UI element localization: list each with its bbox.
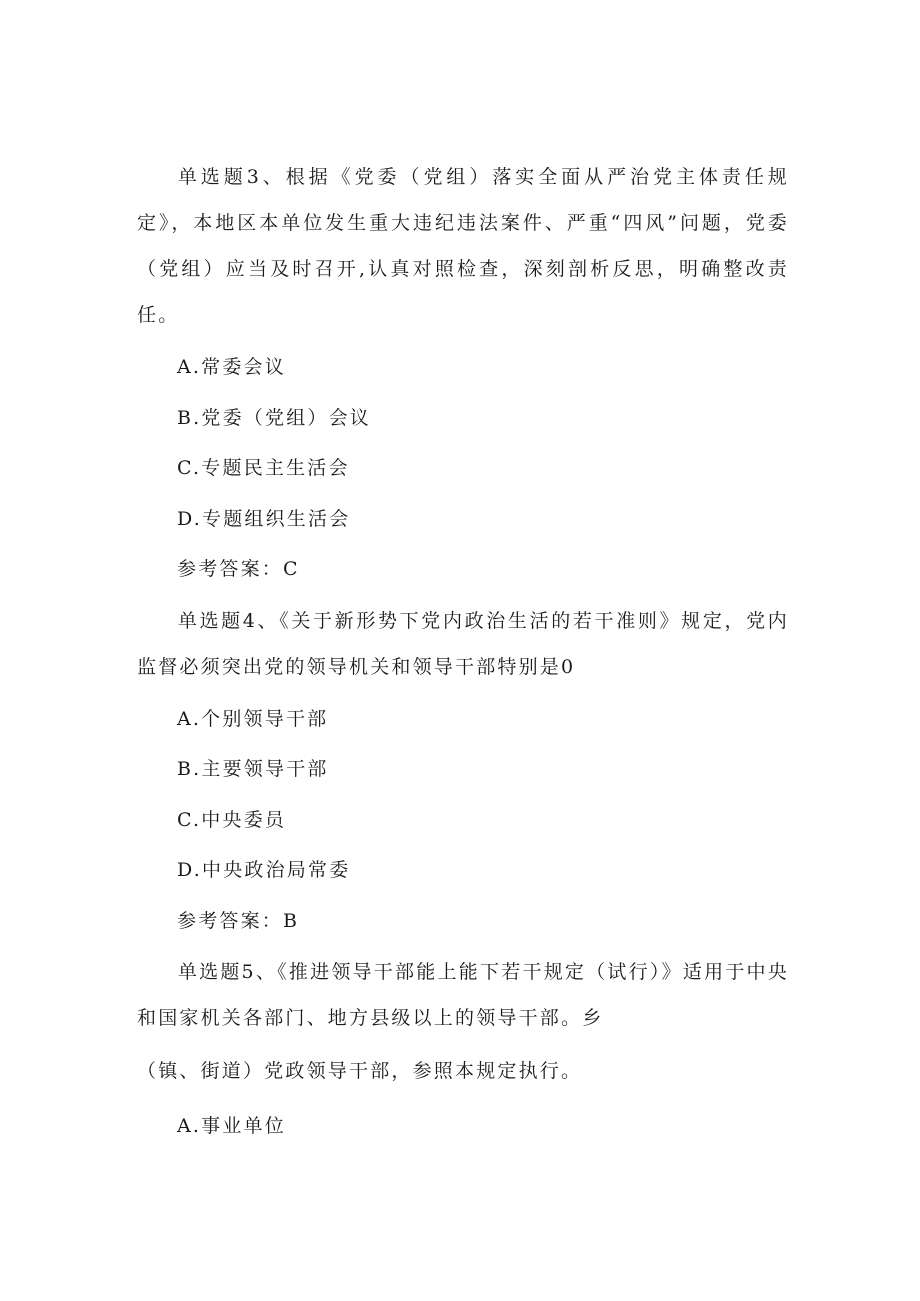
document-page — [137, 150, 789, 1152]
question-4-option-b: B.主要领导干部 — [177, 758, 329, 780]
question-5-stem: 单选题5、《推进领导干部能上能下若干规定（试行）》适用于中央和国家机关各部门、地方县级以上的领导干部。乡 — [137, 961, 789, 1029]
question-5-stem-continuation: （镇、街道）党政领导干部，参照本规定执行。 — [137, 1060, 583, 1082]
question-5 — [137, 949, 789, 1152]
question-5-option-a: A.事业单位 — [177, 1115, 286, 1137]
question-4-option-c: C.中央委员 — [177, 808, 287, 831]
question-3-answer: 参考答案：C — [177, 558, 300, 580]
question-4-option-d: D.中央政治局常委 — [177, 859, 351, 881]
question-3-option-c: C.专题民主生活会 — [177, 457, 350, 479]
question-3-option-d: D.专题组织生活会 — [177, 507, 351, 530]
question-4-answer: 参考答案：B — [177, 909, 300, 932]
question-4 — [137, 598, 789, 947]
question-3-option-a: A.常委会议 — [177, 356, 286, 378]
question-3 — [137, 154, 789, 595]
question-4-stem: 单选题4、《关于新形势下党内政治生活的若干准则》规定，党内监督必须突出党的领导机关和领导干部特别是0 — [137, 609, 789, 678]
question-3-option-b: B.党委（党组）会议 — [177, 406, 372, 429]
question-4-option-a: A.个别领导干部 — [177, 707, 329, 730]
question-3-stem: 单选题3、根据《党委（党组）落实全面从严治党主体责任规定》，本地区本单位发生重大违纪违法案件、严重“四风”问题，党委（党组）应当及时召开,认真对照检查，深刻剖析反思，明确整改责任。 — [137, 166, 789, 326]
